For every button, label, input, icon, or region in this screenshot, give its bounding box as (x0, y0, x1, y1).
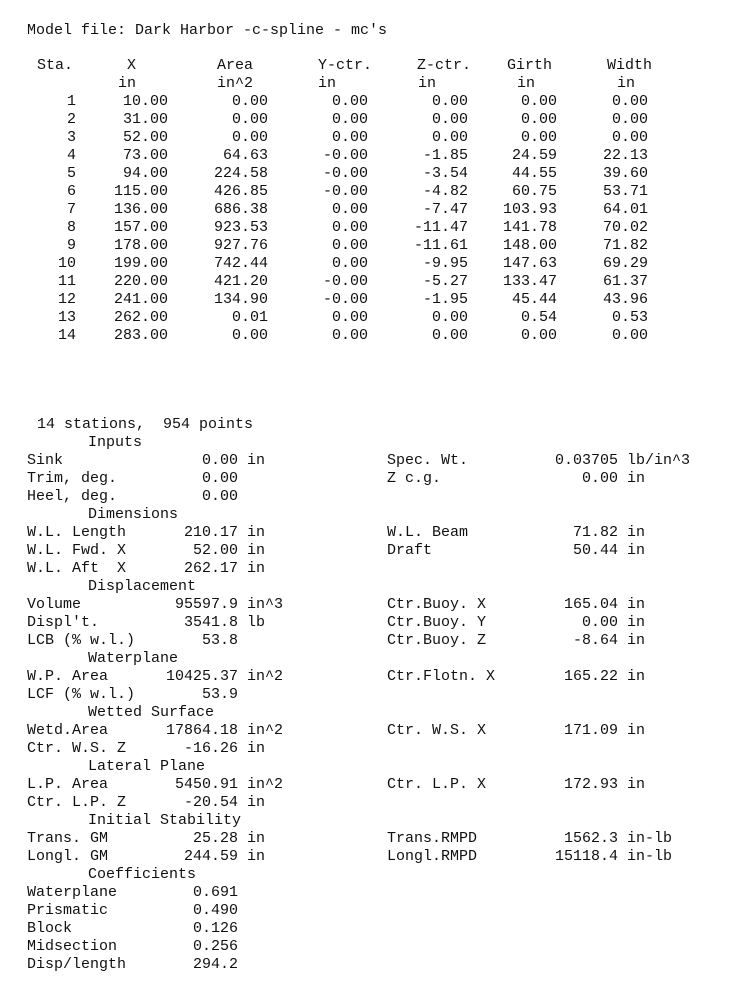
column-unit: in (118, 75, 137, 92)
table-cell: -7.47 (422, 201, 468, 218)
table-cell: 0.00 (520, 129, 557, 146)
field-value: 17864.18 (165, 722, 238, 739)
table-cell: 0.53 (611, 309, 648, 326)
field-unit: in (247, 830, 266, 847)
table-cell: 64.63 (222, 147, 268, 164)
table-cell: 14 (57, 327, 76, 344)
field-label: Volume (27, 596, 82, 613)
table-cell: 0.00 (431, 129, 468, 146)
table-cell: -9.95 (422, 255, 468, 272)
table-cell: 1 (66, 93, 76, 110)
field-unit: lb/in^3 (627, 452, 691, 469)
field-value: 71.82 (572, 524, 618, 541)
table-cell: 61.37 (602, 273, 648, 290)
field-label: Z c.g. (387, 470, 442, 487)
table-cell: -3.54 (422, 165, 468, 182)
table-cell: 0.00 (231, 93, 268, 110)
column-header: X (127, 57, 137, 74)
table-cell: 70.02 (602, 219, 648, 236)
field-unit: in^2 (247, 776, 284, 793)
field-value: 0.256 (192, 938, 238, 955)
field-unit: in (627, 524, 646, 541)
table-cell: -0.00 (322, 291, 368, 308)
field-value: -8.64 (572, 632, 618, 649)
field-label: Ctr. L.P. X (387, 776, 487, 793)
field-value: 52.00 (192, 542, 238, 559)
field-unit: in (627, 632, 646, 649)
field-value: 50.44 (572, 542, 618, 559)
table-cell: 0.00 (331, 327, 368, 344)
field-value: -20.54 (183, 794, 238, 811)
field-label: Trans. GM (27, 830, 109, 847)
table-cell: 742.44 (213, 255, 268, 272)
table-cell: 52.00 (122, 129, 168, 146)
table-cell: 0.00 (331, 237, 368, 254)
table-cell: 927.76 (213, 237, 268, 254)
column-header: Z-ctr. (417, 57, 472, 74)
table-cell: 426.85 (213, 183, 268, 200)
table-cell: 6 (66, 183, 76, 200)
field-value: 171.09 (563, 722, 618, 739)
table-cell: 0.00 (611, 93, 648, 110)
table-cell: 64.01 (602, 201, 648, 218)
table-cell: 115.00 (113, 183, 168, 200)
field-unit: in (247, 740, 266, 757)
column-header: Width (607, 57, 653, 74)
field-label: Longl.RMPD (387, 848, 478, 865)
table-cell: 4 (66, 147, 76, 164)
table-cell: 421.20 (213, 273, 268, 290)
table-cell: 0.00 (431, 327, 468, 344)
model-title: Model file: Dark Harbor -c-spline - mc's (27, 22, 388, 39)
field-value: 172.93 (563, 776, 618, 793)
column-header: Y-ctr. (318, 57, 373, 74)
table-cell: 199.00 (113, 255, 168, 272)
table-cell: -1.85 (422, 147, 468, 164)
table-cell: 0.00 (331, 129, 368, 146)
table-cell: 24.59 (511, 147, 557, 164)
field-unit: in (247, 542, 266, 559)
table-cell: -5.27 (422, 273, 468, 290)
table-cell: 0.00 (431, 111, 468, 128)
table-cell: 0.00 (520, 93, 557, 110)
field-unit: in (627, 542, 646, 559)
table-cell: 134.90 (213, 291, 268, 308)
field-label: W.P. Area (27, 668, 109, 685)
field-unit: in (247, 560, 266, 577)
table-cell: 0.00 (611, 129, 648, 146)
table-cell: 13 (57, 309, 76, 326)
field-unit: in (247, 524, 266, 541)
field-value: 0.00 (581, 470, 618, 487)
field-label: Ctr. W.S. X (387, 722, 487, 739)
field-unit: in (247, 848, 266, 865)
field-label: Trans.RMPD (387, 830, 478, 847)
field-label: L.P. Area (27, 776, 109, 793)
field-unit: in^3 (247, 596, 284, 613)
column-header: Girth (507, 57, 553, 74)
field-value: 10425.37 (165, 668, 238, 685)
table-cell: 31.00 (122, 111, 168, 128)
table-cell: -4.82 (422, 183, 468, 200)
table-cell: -0.00 (322, 165, 368, 182)
table-cell: 0.00 (231, 327, 268, 344)
table-cell: 0.00 (520, 111, 557, 128)
field-label: Block (27, 920, 73, 937)
table-cell: 12 (57, 291, 76, 308)
field-value: 262.17 (183, 560, 238, 577)
field-label: Displ't. (27, 614, 100, 631)
field-label: W.L. Length (27, 524, 127, 541)
table-cell: 133.47 (502, 273, 557, 290)
field-unit: in (247, 794, 266, 811)
section-heading: Coefficients (88, 866, 197, 883)
field-value: 0.00 (581, 614, 618, 631)
field-unit: in-lb (627, 848, 673, 865)
table-cell: 0.00 (231, 129, 268, 146)
field-label: Spec. Wt. (387, 452, 469, 469)
table-cell: 9 (66, 237, 76, 254)
table-cell: 5 (66, 165, 76, 182)
field-label: Ctr.Buoy. Z (387, 632, 487, 649)
table-cell: 136.00 (113, 201, 168, 218)
field-value: 0.03705 (554, 452, 618, 469)
table-cell: 0.00 (331, 93, 368, 110)
field-label: Longl. GM (27, 848, 109, 865)
field-value: 95597.9 (174, 596, 238, 613)
table-cell: -0.00 (322, 183, 368, 200)
field-unit: lb (247, 614, 266, 631)
section-heading: Initial Stability (88, 812, 242, 829)
table-cell: 103.93 (502, 201, 557, 218)
field-value: 0.126 (192, 920, 238, 937)
table-cell: 148.00 (502, 237, 557, 254)
table-cell: 10.00 (122, 93, 168, 110)
field-value: 0.00 (201, 488, 238, 505)
field-unit: in (627, 614, 646, 631)
field-value: 3541.8 (183, 614, 238, 631)
table-cell: 147.63 (502, 255, 557, 272)
field-unit: in (627, 596, 646, 613)
column-unit: in (318, 75, 337, 92)
table-cell: -0.00 (322, 273, 368, 290)
field-value: 165.04 (563, 596, 618, 613)
field-value: 0.00 (201, 470, 238, 487)
field-value: 165.22 (563, 668, 618, 685)
field-label: W.L. Beam (387, 524, 469, 541)
table-cell: 283.00 (113, 327, 168, 344)
field-value: 294.2 (192, 956, 238, 973)
field-label: W.L. Fwd. X (27, 542, 127, 559)
table-cell: 157.00 (113, 219, 168, 236)
table-cell: 2 (66, 111, 76, 128)
field-label: Prismatic (27, 902, 109, 919)
table-cell: 7 (66, 201, 76, 218)
field-label: Heel, deg. (27, 488, 118, 505)
table-cell: 73.00 (122, 147, 168, 164)
table-cell: 0.00 (431, 93, 468, 110)
table-cell: 224.58 (213, 165, 268, 182)
table-cell: 11 (57, 273, 76, 290)
table-cell: 0.00 (520, 327, 557, 344)
field-label: Midsection (27, 938, 118, 955)
table-cell: 22.13 (602, 147, 648, 164)
table-cell: 262.00 (113, 309, 168, 326)
table-cell: 53.71 (602, 183, 648, 200)
table-cell: 0.00 (331, 219, 368, 236)
table-cell: 0.00 (611, 111, 648, 128)
table-cell: 10 (57, 255, 76, 272)
field-unit: in (247, 452, 266, 469)
table-cell: 8 (66, 219, 76, 236)
table-cell: 178.00 (113, 237, 168, 254)
field-unit: in (627, 776, 646, 793)
table-cell: 0.00 (331, 255, 368, 272)
table-cell: 141.78 (502, 219, 557, 236)
field-unit: in (627, 470, 646, 487)
table-cell: 0.00 (231, 111, 268, 128)
table-cell: 43.96 (602, 291, 648, 308)
field-value: 244.59 (183, 848, 238, 865)
field-label: Ctr.Buoy. X (387, 596, 487, 613)
table-cell: -11.61 (413, 237, 468, 254)
table-cell: -1.95 (422, 291, 468, 308)
field-value: 25.28 (192, 830, 238, 847)
field-unit: in-lb (627, 830, 673, 847)
field-label: LCB (% w.l.) (27, 632, 136, 649)
table-cell: 60.75 (511, 183, 557, 200)
table-cell: 44.55 (511, 165, 557, 182)
field-label: Ctr.Buoy. Y (387, 614, 487, 631)
field-value: 53.9 (201, 686, 238, 703)
table-cell: 0.00 (431, 309, 468, 326)
field-value: 0.00 (201, 452, 238, 469)
field-label: W.L. Aft X (27, 560, 127, 577)
field-label: LCF (% w.l.) (27, 686, 136, 703)
table-cell: 0.00 (611, 327, 648, 344)
table-cell: 0.00 (331, 111, 368, 128)
table-cell: 0.54 (520, 309, 557, 326)
field-label: Ctr. W.S. Z (27, 740, 127, 757)
table-cell: 69.29 (602, 255, 648, 272)
summary-line: 14 stations, 954 points (37, 416, 254, 433)
field-value: 0.691 (192, 884, 238, 901)
field-label: Sink (27, 452, 64, 469)
field-label: Draft (387, 542, 433, 559)
field-label: Trim, deg. (27, 470, 118, 487)
section-heading: Lateral Plane (88, 758, 206, 775)
column-unit: in (418, 75, 437, 92)
field-unit: in (627, 668, 646, 685)
table-cell: 220.00 (113, 273, 168, 290)
column-unit: in^2 (217, 75, 254, 92)
table-cell: 923.53 (213, 219, 268, 236)
section-heading: Wetted Surface (88, 704, 215, 721)
table-cell: 45.44 (511, 291, 557, 308)
table-cell: -0.00 (322, 147, 368, 164)
table-cell: 0.01 (231, 309, 268, 326)
table-cell: 241.00 (113, 291, 168, 308)
section-heading: Dimensions (88, 506, 179, 523)
field-unit: in^2 (247, 668, 284, 685)
field-label: Disp/length (27, 956, 127, 973)
table-cell: 0.00 (331, 309, 368, 326)
section-heading: Waterplane (88, 650, 179, 667)
field-value: 5450.91 (174, 776, 238, 793)
field-unit: in^2 (247, 722, 284, 739)
field-value: 53.8 (201, 632, 238, 649)
column-unit: in (517, 75, 536, 92)
field-label: Waterplane (27, 884, 118, 901)
field-label: Wetd.Area (27, 722, 109, 739)
column-unit: in (617, 75, 636, 92)
column-header: Area (217, 57, 254, 74)
section-heading: Inputs (88, 434, 143, 451)
table-cell: 686.38 (213, 201, 268, 218)
section-heading: Displacement (88, 578, 197, 595)
field-value: 210.17 (183, 524, 238, 541)
field-value: -16.26 (183, 740, 238, 757)
table-cell: 0.00 (331, 201, 368, 218)
field-value: 1562.3 (563, 830, 618, 847)
field-label: Ctr. L.P. Z (27, 794, 127, 811)
table-cell: -11.47 (413, 219, 468, 236)
table-cell: 71.82 (602, 237, 648, 254)
field-label: Ctr.Flotn. X (387, 668, 496, 685)
field-value: 15118.4 (554, 848, 618, 865)
table-cell: 94.00 (122, 165, 168, 182)
column-header: Sta. (37, 57, 74, 74)
table-cell: 39.60 (602, 165, 648, 182)
table-cell: 3 (66, 129, 76, 146)
field-value: 0.490 (192, 902, 238, 919)
field-unit: in (627, 722, 646, 739)
